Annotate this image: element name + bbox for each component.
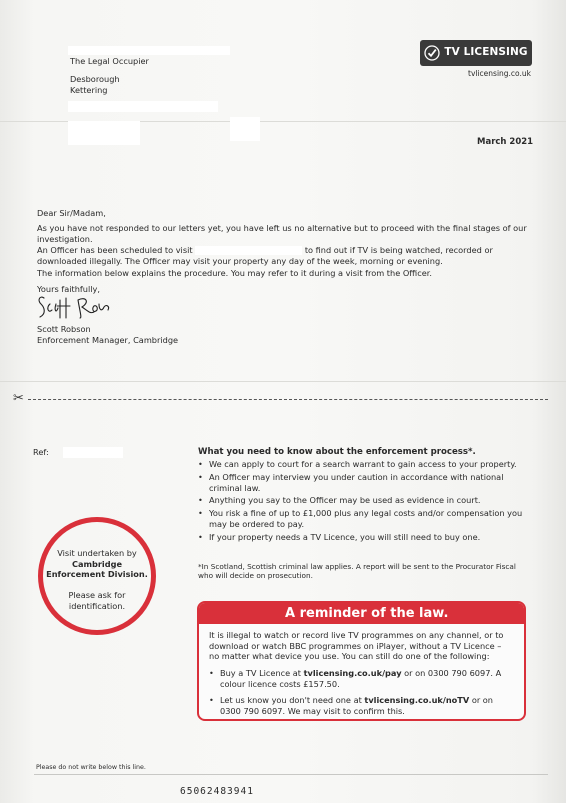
letter-paragraph: The information below explains the procedure. You may refer to it during a visit from the Officer. (37, 268, 432, 278)
signer-title: Enforcement Manager, Cambridge (37, 335, 179, 345)
ref-label: Ref: (33, 447, 49, 457)
address-line: The Legal Occupier (70, 56, 149, 66)
closing: Yours faithfully, (37, 284, 100, 294)
letter-paragraph: As you have not responded to our letters yet, you have left us no alternative but to proceed with the final stages of our investigation. (37, 223, 527, 244)
stamp-line: Cambridge (71, 558, 123, 569)
redaction (195, 246, 302, 255)
list-item-text: Let us know you don't need one at tvlicensing.co.uk/noTV or on 0300 790 6097. We may visit to confirm this. (220, 695, 493, 716)
list-item-text: You risk a fine of up to £1,000 plus any legal costs and/or compensation you may be ordered to pay. (209, 508, 523, 529)
stamp-line: Please ask for (68, 589, 126, 600)
scotland-footnote: *In Scotland, Scottish criminal law applies. A report will be sent to the Procurator Fiscal who will decide on prosecution. (198, 562, 516, 581)
enforcement-heading: What you need to know about the enforcement process*. (198, 447, 476, 457)
pay-link: tvlicensing.co.uk/pay (303, 667, 402, 678)
list-item-text: Buy a TV Licence at tvlicensing.co.uk/pay or on 0300 790 6097. A colour licence costs £157.50. (220, 667, 502, 689)
barcode-number: 65062483941 (180, 786, 254, 797)
visit-text-cont: to find out if TV is being watched, recorded or downloaded illegally. The Officer may visit your property any day of the week, morning or evening. (37, 245, 493, 266)
law-reminder-box (197, 601, 526, 721)
list-item: • An Officer may interview you under caution in accordance with national criminal law. (198, 472, 533, 493)
letter-date: March 2021 (477, 137, 534, 147)
reminder-title: A reminder of the law. (199, 603, 524, 624)
cut-line (28, 399, 548, 400)
visit-text: An Officer has been scheduled to visit (37, 245, 193, 255)
list-item: • If your property needs a TV Licence, you will still need to buy one. (198, 531, 481, 542)
stamp-line: Enforcement Division. (46, 569, 148, 580)
redaction (63, 447, 123, 458)
address-line: Kettering (70, 85, 108, 95)
no-write-line (34, 774, 548, 775)
list-item-text: An Officer may interview you under caution in accordance with national criminal law. (209, 471, 504, 493)
address-line: Desborough (70, 74, 120, 84)
letter-paragraph (37, 245, 527, 266)
reminder-intro: It is illegal to watch or record live TV programmes on any channel, or to download or watch BBC programmes on iPlayer, without a TV Licence – no matter what device you use. You can still do one of the following: (209, 630, 504, 662)
salutation: Dear Sir/Madam, (37, 208, 106, 218)
signature (36, 290, 116, 326)
visit-stamp-text (38, 548, 156, 611)
tick-screen-icon (424, 45, 440, 61)
list-item: • Let us know you don't need one at tvlicensing.co.uk/noTV or on 0300 790 6097. We may visit to confirm this. (209, 695, 514, 716)
list-item: • Buy a TV Licence at tvlicensing.co.uk/pay or on 0300 790 6097. A colour licence costs £157.50. (209, 668, 514, 689)
reference (33, 447, 123, 458)
list-item-text: Anything you say to the Officer may be used as evidence in court. (209, 495, 481, 506)
tv-licensing-logo (420, 40, 532, 66)
signer-name: Scott Robson (37, 324, 91, 334)
no-write-notice: Please do not write below this line. (36, 764, 146, 771)
redaction (68, 101, 218, 112)
list-item: • We can apply to court for a search warrant to gain access to your property. (198, 459, 517, 469)
logo-brand-text: TV LICENSING (444, 46, 528, 59)
stamp-line: identification. (68, 600, 126, 611)
list-item: • You risk a fine of up to £1,000 plus any legal costs and/or compensation you may be ordered to pay. (198, 508, 533, 529)
redaction (68, 121, 140, 145)
stamp-line: Visit undertaken by (57, 548, 137, 558)
list-item: • Anything you say to the Officer may be used as evidence in court. (198, 495, 481, 506)
logo-url: tvlicensing.co.uk (468, 69, 531, 78)
recipient-address (70, 56, 149, 96)
scissors-icon: ✂ (13, 391, 24, 406)
fold-line (0, 381, 566, 382)
redaction (230, 117, 260, 141)
list-item-text: We can apply to court for a search warrant to gain access to your property. (209, 459, 517, 469)
enforcement-list (198, 459, 533, 545)
list-item-text: If your property needs a TV Licence, you will still need to buy one. (209, 531, 481, 542)
notv-link: tvlicensing.co.uk/noTV (364, 695, 470, 706)
redaction (68, 46, 230, 55)
